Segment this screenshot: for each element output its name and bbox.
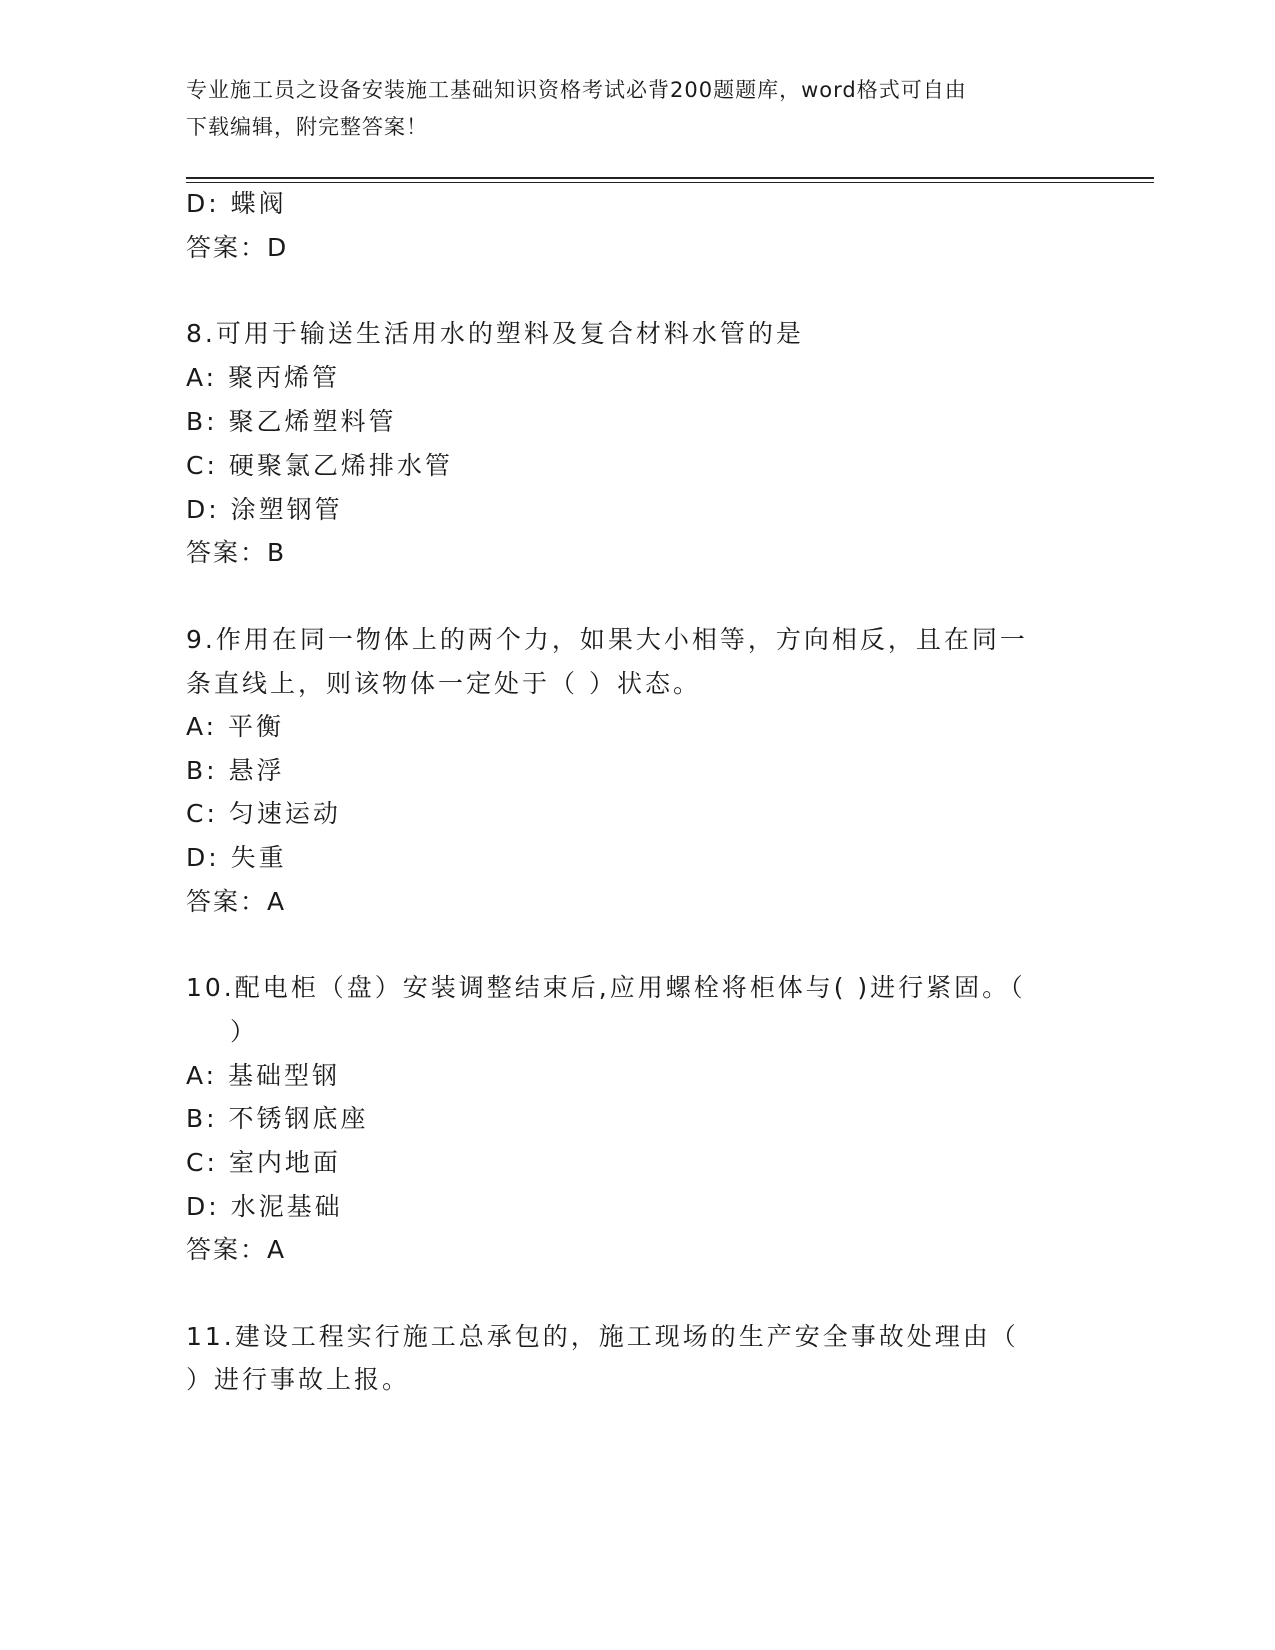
q9-stem-line-1: 9.作用在同一物体上的两个力，如果大小相等，方向相反，且在同一 (186, 625, 1028, 654)
q9-option-c: C: 匀速运动 (186, 799, 341, 828)
q9-option-d: D: 失重 (186, 843, 287, 872)
q10-answer: 答案：A (186, 1235, 287, 1264)
q10-option-b: B: 不锈钢底座 (186, 1104, 369, 1133)
q10-stem-line-2: ） (230, 1017, 259, 1046)
q11-stem-line-1: 11.建设工程实行施工总承包的，施工现场的生产安全事故处理由（ (186, 1322, 1019, 1351)
q10-option-d: D: 水泥基础 (186, 1192, 343, 1221)
q8-option-d: D: 涂塑钢管 (186, 495, 343, 524)
document-header (186, 72, 1086, 146)
header-line-1: 专业施工员之设备安装施工基础知识资格考试必背200题题库，word格式可自由 (186, 78, 967, 102)
header-rule-thin (186, 182, 1154, 183)
q9-option-a: A: 平衡 (186, 712, 285, 741)
q8-option-c: C: 硬聚氯乙烯排水管 (186, 451, 453, 480)
q9-option-b: B: 悬浮 (186, 756, 285, 785)
q11-stem-line-2: ）进行事故上报。 (186, 1365, 411, 1394)
q10-stem-line-1: 10.配电柜（盘）安装调整结束后,应用螺栓将柜体与( )进行紧固。（ (186, 973, 1026, 1002)
q9-stem-line-2: 条直线上，则该物体一定处于（ ）状态。 (186, 669, 701, 698)
q8-stem: 8.可用于输送生活用水的塑料及复合材料水管的是 (186, 319, 804, 348)
prev-answer: 答案：D (186, 233, 289, 262)
header-rule-thick (186, 177, 1154, 179)
prev-option-d: D: 蝶阀 (186, 189, 287, 218)
q10-option-a: A: 基础型钢 (186, 1061, 341, 1090)
q10-option-c: C: 室内地面 (186, 1148, 341, 1177)
q8-option-a: A: 聚丙烯管 (186, 363, 341, 392)
q8-option-b: B: 聚乙烯塑料管 (186, 407, 397, 436)
q9-answer: 答案：A (186, 887, 287, 916)
q8-answer: 答案：B (186, 538, 287, 567)
header-line-2: 下载编辑，附完整答案！ (186, 115, 428, 139)
